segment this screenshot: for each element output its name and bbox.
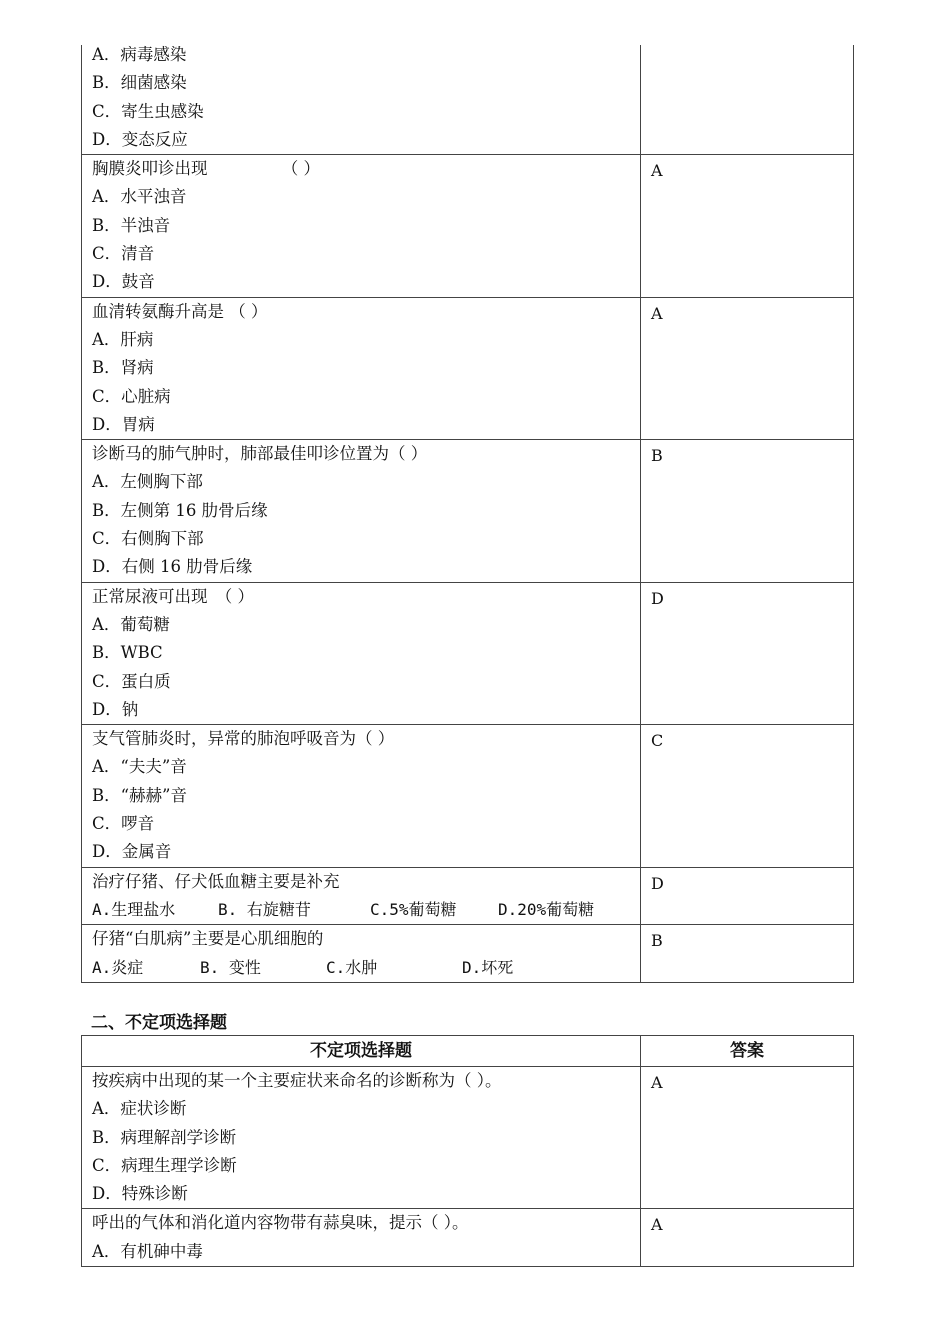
answer-cell <box>641 155 854 297</box>
inline-options <box>92 954 640 982</box>
question-text: 仔猪“白肌病”主要是心肌细胞的 <box>92 929 324 949</box>
column-header-question: 不定项选择题 <box>82 1036 641 1067</box>
table-row <box>82 297 854 439</box>
option-line: A．病毒感染 <box>92 45 187 64</box>
option-line: A．症状诊断 <box>92 1099 187 1119</box>
option-text: A.炎症 <box>92 957 144 977</box>
option-text: D.坏死 <box>462 957 514 977</box>
question-cell <box>82 582 641 724</box>
answer-cell <box>641 297 854 439</box>
question-text: 正常尿液可出现 （ ） <box>92 586 254 606</box>
answer-text: D <box>651 588 664 608</box>
option-text: A.生理盐水 <box>92 899 176 919</box>
question-text: 治疗仔猪、仔犬低血糖主要是补充 <box>92 871 340 891</box>
table-row-continued <box>82 45 854 155</box>
option-line: B．左侧第 16 肋骨后缘 <box>92 500 268 520</box>
answer-cell <box>641 725 854 867</box>
option-line: A．水平浊音 <box>92 187 187 207</box>
table-row <box>82 155 854 297</box>
answer-cell <box>641 582 854 724</box>
answer-cell <box>641 440 854 582</box>
answer-text: C <box>651 731 664 751</box>
option-line: B．肾病 <box>92 358 154 378</box>
option-line: C．啰音 <box>92 814 155 834</box>
option-line: A．葡萄糖 <box>92 614 170 634</box>
question-cell <box>82 45 641 155</box>
table-row <box>82 1209 854 1267</box>
answer-cell <box>641 867 854 925</box>
question-cell <box>82 925 641 983</box>
table-row <box>82 867 854 925</box>
option-line: A．“夫夫”音 <box>92 757 187 777</box>
option-line: C．心脏病 <box>92 386 171 406</box>
question-text: 诊断马的肺气肿时，肺部最佳叩诊位置为（ ） <box>92 444 428 464</box>
question-text: 支气管肺炎时，异常的肺泡呼吸音为（ ） <box>92 729 395 749</box>
questions-table-part2 <box>81 1035 854 1267</box>
answer-text: D <box>651 873 664 893</box>
option-line: D．变态反应 <box>92 129 188 149</box>
question-cell <box>82 297 641 439</box>
answer-cell <box>641 925 854 983</box>
table-row <box>82 725 854 867</box>
question-cell <box>82 725 641 867</box>
option-line: D．右侧 16 肋骨后缘 <box>92 557 253 577</box>
option-text: C.水肿 <box>326 957 378 977</box>
answer-text: A <box>651 303 663 323</box>
table-row <box>82 925 854 983</box>
option-line: D．金属音 <box>92 842 172 862</box>
answer-cell <box>641 1067 854 1209</box>
answer-text: B <box>651 446 663 466</box>
question-text: 按疾病中出现的某一个主要症状来命名的诊断称为（ ）。 <box>92 1071 502 1090</box>
table-row <box>82 1067 854 1209</box>
option-line: A．肝病 <box>92 329 154 349</box>
option-line: D．钠 <box>92 699 139 719</box>
option-line: C．病理生理学诊断 <box>92 1155 237 1175</box>
table-header-row <box>82 1036 854 1067</box>
option-line: B．“赫赫”音 <box>92 785 187 805</box>
option-line: C．蛋白质 <box>92 671 171 691</box>
option-line: A．有机砷中毒 <box>92 1241 203 1261</box>
option-line: C．清音 <box>92 244 155 264</box>
option-line: D．胃病 <box>92 414 155 434</box>
question-cell <box>82 1067 641 1209</box>
option-text: C.5%葡萄糖 <box>370 899 457 919</box>
answer-cell <box>641 1209 854 1267</box>
option-text: B. 右旋糖苷 <box>218 899 311 919</box>
option-line: B．细菌感染 <box>92 73 187 93</box>
section-title: 二、不定项选择题 <box>91 1013 227 1033</box>
question-text: 胸膜炎叩诊出现 （ ） <box>92 159 320 179</box>
question-cell <box>82 867 641 925</box>
inline-options <box>92 896 640 924</box>
questions-table-part1 <box>81 45 854 983</box>
answer-text: A <box>651 161 663 181</box>
option-line: D．鼓音 <box>92 272 155 292</box>
option-line: B．病理解剖学诊断 <box>92 1127 237 1147</box>
option-line: C．寄生虫感染 <box>92 101 204 121</box>
option-line: A．左侧胸下部 <box>92 472 203 492</box>
option-text: B. 变性 <box>200 957 261 977</box>
question-cell <box>82 440 641 582</box>
option-line: B．WBC <box>92 643 163 663</box>
question-text: 血清转氨酶升高是 （ ） <box>92 301 268 321</box>
option-line: D．特殊诊断 <box>92 1184 188 1204</box>
option-line: B．半浊音 <box>92 215 171 235</box>
column-header-answer: 答案 <box>641 1036 854 1067</box>
question-text: 呼出的气体和消化道内容物带有蒜臭味，提示（ ）。 <box>92 1213 469 1233</box>
question-cell <box>82 155 641 297</box>
question-cell <box>82 1209 641 1267</box>
answer-text: B <box>651 931 663 951</box>
table-row <box>82 440 854 582</box>
option-line: C．右侧胸下部 <box>92 529 204 549</box>
answer-cell <box>641 45 854 155</box>
answer-text: A <box>651 1215 663 1235</box>
answer-text: A <box>651 1073 663 1092</box>
table-row <box>82 582 854 724</box>
option-text: D.20%葡萄糖 <box>498 899 595 919</box>
